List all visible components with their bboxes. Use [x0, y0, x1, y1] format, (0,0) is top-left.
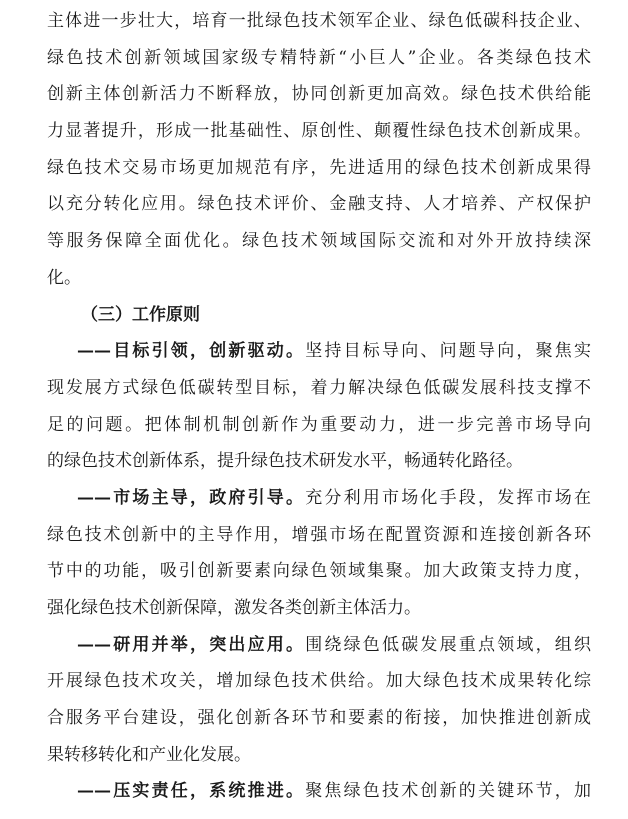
principle-text: 坚持目标导向、问题导向，聚焦实	[305, 341, 592, 362]
principle-lead: ——压实责任，系统推进。	[77, 781, 306, 802]
text-line: 绿色技术交易市场更加规范有序，先进适用的绿色技术创新成果得	[47, 157, 591, 178]
text-line: 的绿色技术创新体系，提升绿色技术研发水平，畅通转化路径。	[47, 451, 523, 472]
text-line: 节中的功能，吸引创新要素向绿色领域集聚。加大政策支持力度，	[47, 561, 591, 582]
text-line: 足的问题。把体制机制创新作为重要动力，进一步完善市场导向	[47, 414, 591, 435]
principle-text: 充分利用市场化手段，发挥市场在	[305, 487, 592, 508]
principle-lead: ——目标引领，创新驱动。	[77, 341, 306, 362]
text-line: 主体进一步壮大，培育一批绿色技术领军企业、绿色低碳科技企业、	[47, 11, 591, 31]
principle-lead: ——研用并举，突出应用。	[77, 634, 306, 655]
text-line: 现发展方式绿色低碳转型目标，着力解决绿色低碳发展科技支撑不	[47, 377, 591, 398]
text-line: 绿色技术创新领域国家级专精特新“小巨人”企业。各类绿色技术	[47, 47, 591, 68]
text-line: 强化绿色技术创新保障，激发各类创新主体活力。	[47, 598, 421, 618]
principle-text: 聚焦绿色技术创新的关键环节，加	[305, 781, 592, 802]
principle-paragraph	[47, 480, 591, 627]
principle-paragraph	[47, 627, 591, 774]
text-line: 等服务保障全面优化。绿色技术领域国际交流和对外开放持续深	[47, 231, 591, 252]
principle-lead: ——市场主导，政府引导。	[77, 487, 306, 508]
text-line: 合服务平台建设，强化创新各环节和要素的衔接，加快推进创新成	[47, 708, 591, 729]
principle-first-line	[47, 480, 591, 517]
text-line: 绿色技术创新中的主导作用，增强市场在配置资源和连接创新各环	[47, 524, 591, 545]
intro-paragraph	[47, 3, 591, 297]
text-line: 创新主体创新活力不断释放，协同创新更加高效。绿色技术供给能	[47, 84, 591, 105]
principle-first-line	[47, 773, 591, 810]
text-line: 果转移转化和产业化发展。	[47, 744, 251, 765]
text-line: 开展绿色技术攻关，增加绿色技术供给。加大绿色技术成果转化综	[47, 671, 591, 692]
section-heading: （三）工作原则	[81, 304, 200, 325]
principle-paragraph	[47, 333, 591, 480]
principle-paragraph	[47, 773, 591, 810]
text-line: 以充分转化应用。绿色技术评价、金融支持、人才培养、产权保护	[47, 194, 591, 215]
text-line: 化。	[47, 267, 81, 288]
principle-text: 围绕绿色低碳发展重点领域，组织	[305, 634, 592, 655]
document-page	[47, 3, 591, 810]
principle-first-line	[47, 627, 591, 664]
text-line: 力显著提升，形成一批基础性、原创性、颠覆性绿色技术创新成果。	[47, 121, 591, 142]
principle-first-line	[47, 333, 591, 370]
